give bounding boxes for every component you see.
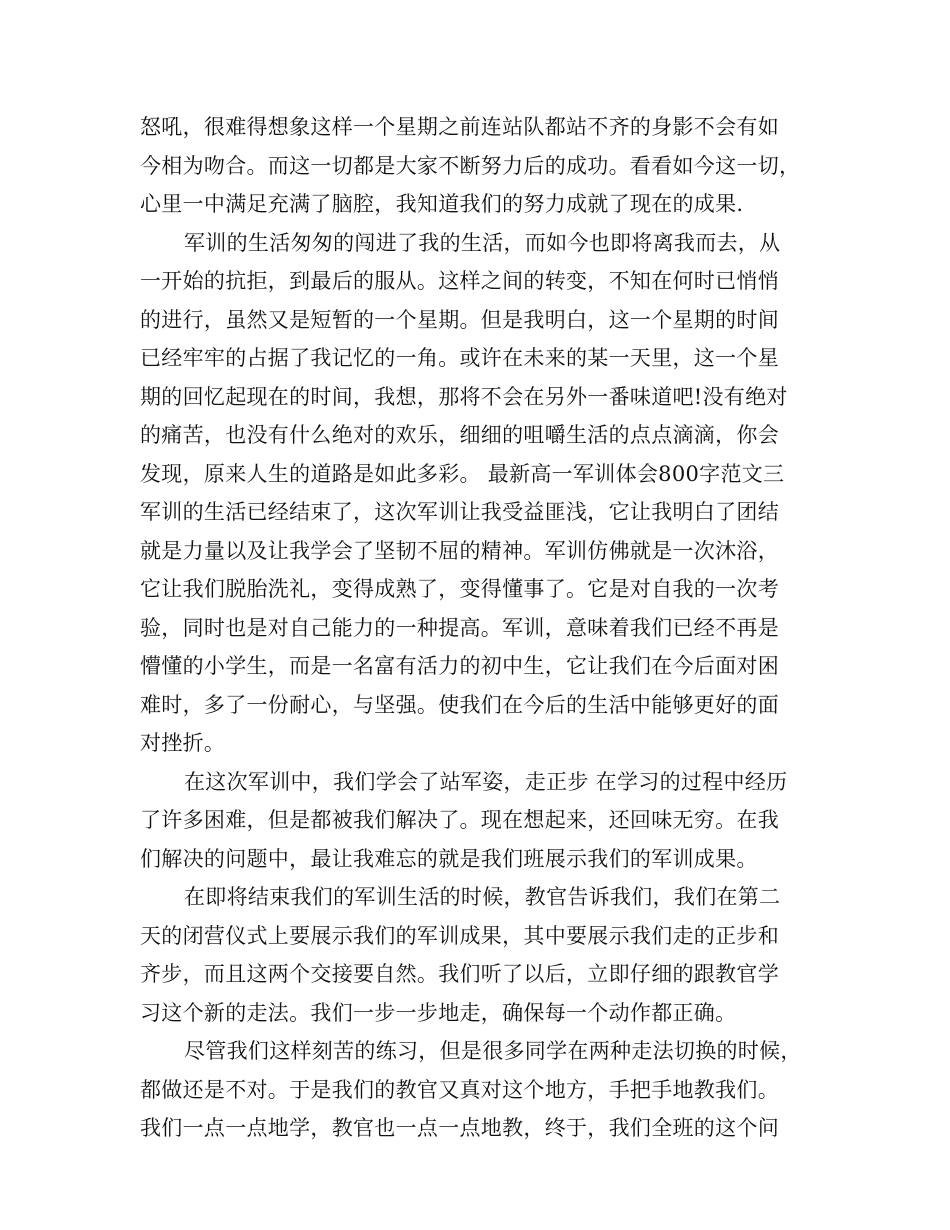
text-line: 天的闭营仪式上要展示我们的军训成果，其中要展示我们走的正步和 (140, 923, 779, 948)
text-line: 一开始的抗拒，到最后的服从。这样之间的转变，不知在何时已悄悄 (140, 269, 779, 293)
paragraph-start-line: 尽管我们这样刻苦的练习，但是很多同学在两种走法切换的时候， (184, 1039, 802, 1063)
text-line: 期的回忆起现在的时间，我想，那将不会在另外一番味道吧!没有绝对 (140, 384, 788, 409)
paragraph-start-line: 军训的生活匆匆的闯进了我的生活，而如今也即将离我而去，从 (184, 230, 781, 255)
text-line: 验，同时也是对自己能力的一种提高。军训，意味着我们已经不再是 (140, 615, 779, 640)
text-line: 们解决的问题中，最让我难忘的就是我们班展示我们的军训成果。 (140, 846, 758, 871)
text-line: 了许多困难，但是都被我们解决了。现在想起来，还回味无穷。在我 (140, 808, 779, 832)
text-line: 齐步，而且这两个交接要自然。我们听了以后，立即仔细的跟教官学 (140, 962, 779, 986)
text-line: 心里一中满足充满了脑腔，我知道我们的努力成就了现在的成果. (140, 192, 744, 216)
text-line: 懵懂的小学生，而是一名富有活力的初中生，它让我们在今后面对困 (140, 654, 779, 678)
text-line: 难时，多了一份耐心，与坚强。使我们在今后的生活中能够更好的面 (140, 692, 779, 717)
text-line: 今相为吻合。而这一切都是大家不断努力后的成功。看看如今这一切， (140, 153, 801, 178)
text-line: 我们一点一点地学，教官也一点一点地教，终于，我们全班的这个问 (140, 1116, 779, 1140)
text-line: 的进行，虽然又是短暂的一个星期。但是我明白，这一个星期的时间 (140, 307, 779, 332)
text-line: 的痛苦，也没有什么绝对的欢乐，细细的咀嚼生活的点点滴滴，你会 (140, 423, 779, 447)
text-line: 都做还是不对。于是我们的教官又真对这个地方，手把手地教我们。 (140, 1077, 779, 1102)
text-line: 习这个新的走法。我们一步一步地走，确保每一个动作都正确。 (140, 1000, 737, 1025)
text-line: 对挫折。 (140, 731, 226, 755)
text-line: 发现，原来人生的道路是如此多彩。 最新高一军训体会800字范文三 (140, 461, 785, 486)
essay-body (140, 108, 810, 1148)
text-line: 已经牢牢的占据了我记忆的一角。或许在未来的某一天里，这一个星 (140, 346, 779, 370)
paragraph-start-line: 在即将结束我们的军训生活的时候，教官告诉我们，我们在第二 (184, 885, 781, 909)
paragraph-start-line: 在这次军训中，我们学会了站军姿，走正步 在学习的过程中经历 (184, 769, 788, 794)
text-line: 怒吼，很难得想象这样一个星期之前连站队都站不齐的身影不会有如 (140, 115, 779, 139)
text-line: 它让我们脱胎洗礼，变得成熟了，变得懂事了。它是对自我的一次考 (140, 577, 779, 601)
text-line: 就是力量以及让我学会了坚韧不屈的精神。军训仿佛就是一次沐浴， (140, 538, 779, 563)
text-line: 军训的生活已经结束了，这次军训让我受益匪浅，它让我明白了团结 (140, 500, 779, 524)
